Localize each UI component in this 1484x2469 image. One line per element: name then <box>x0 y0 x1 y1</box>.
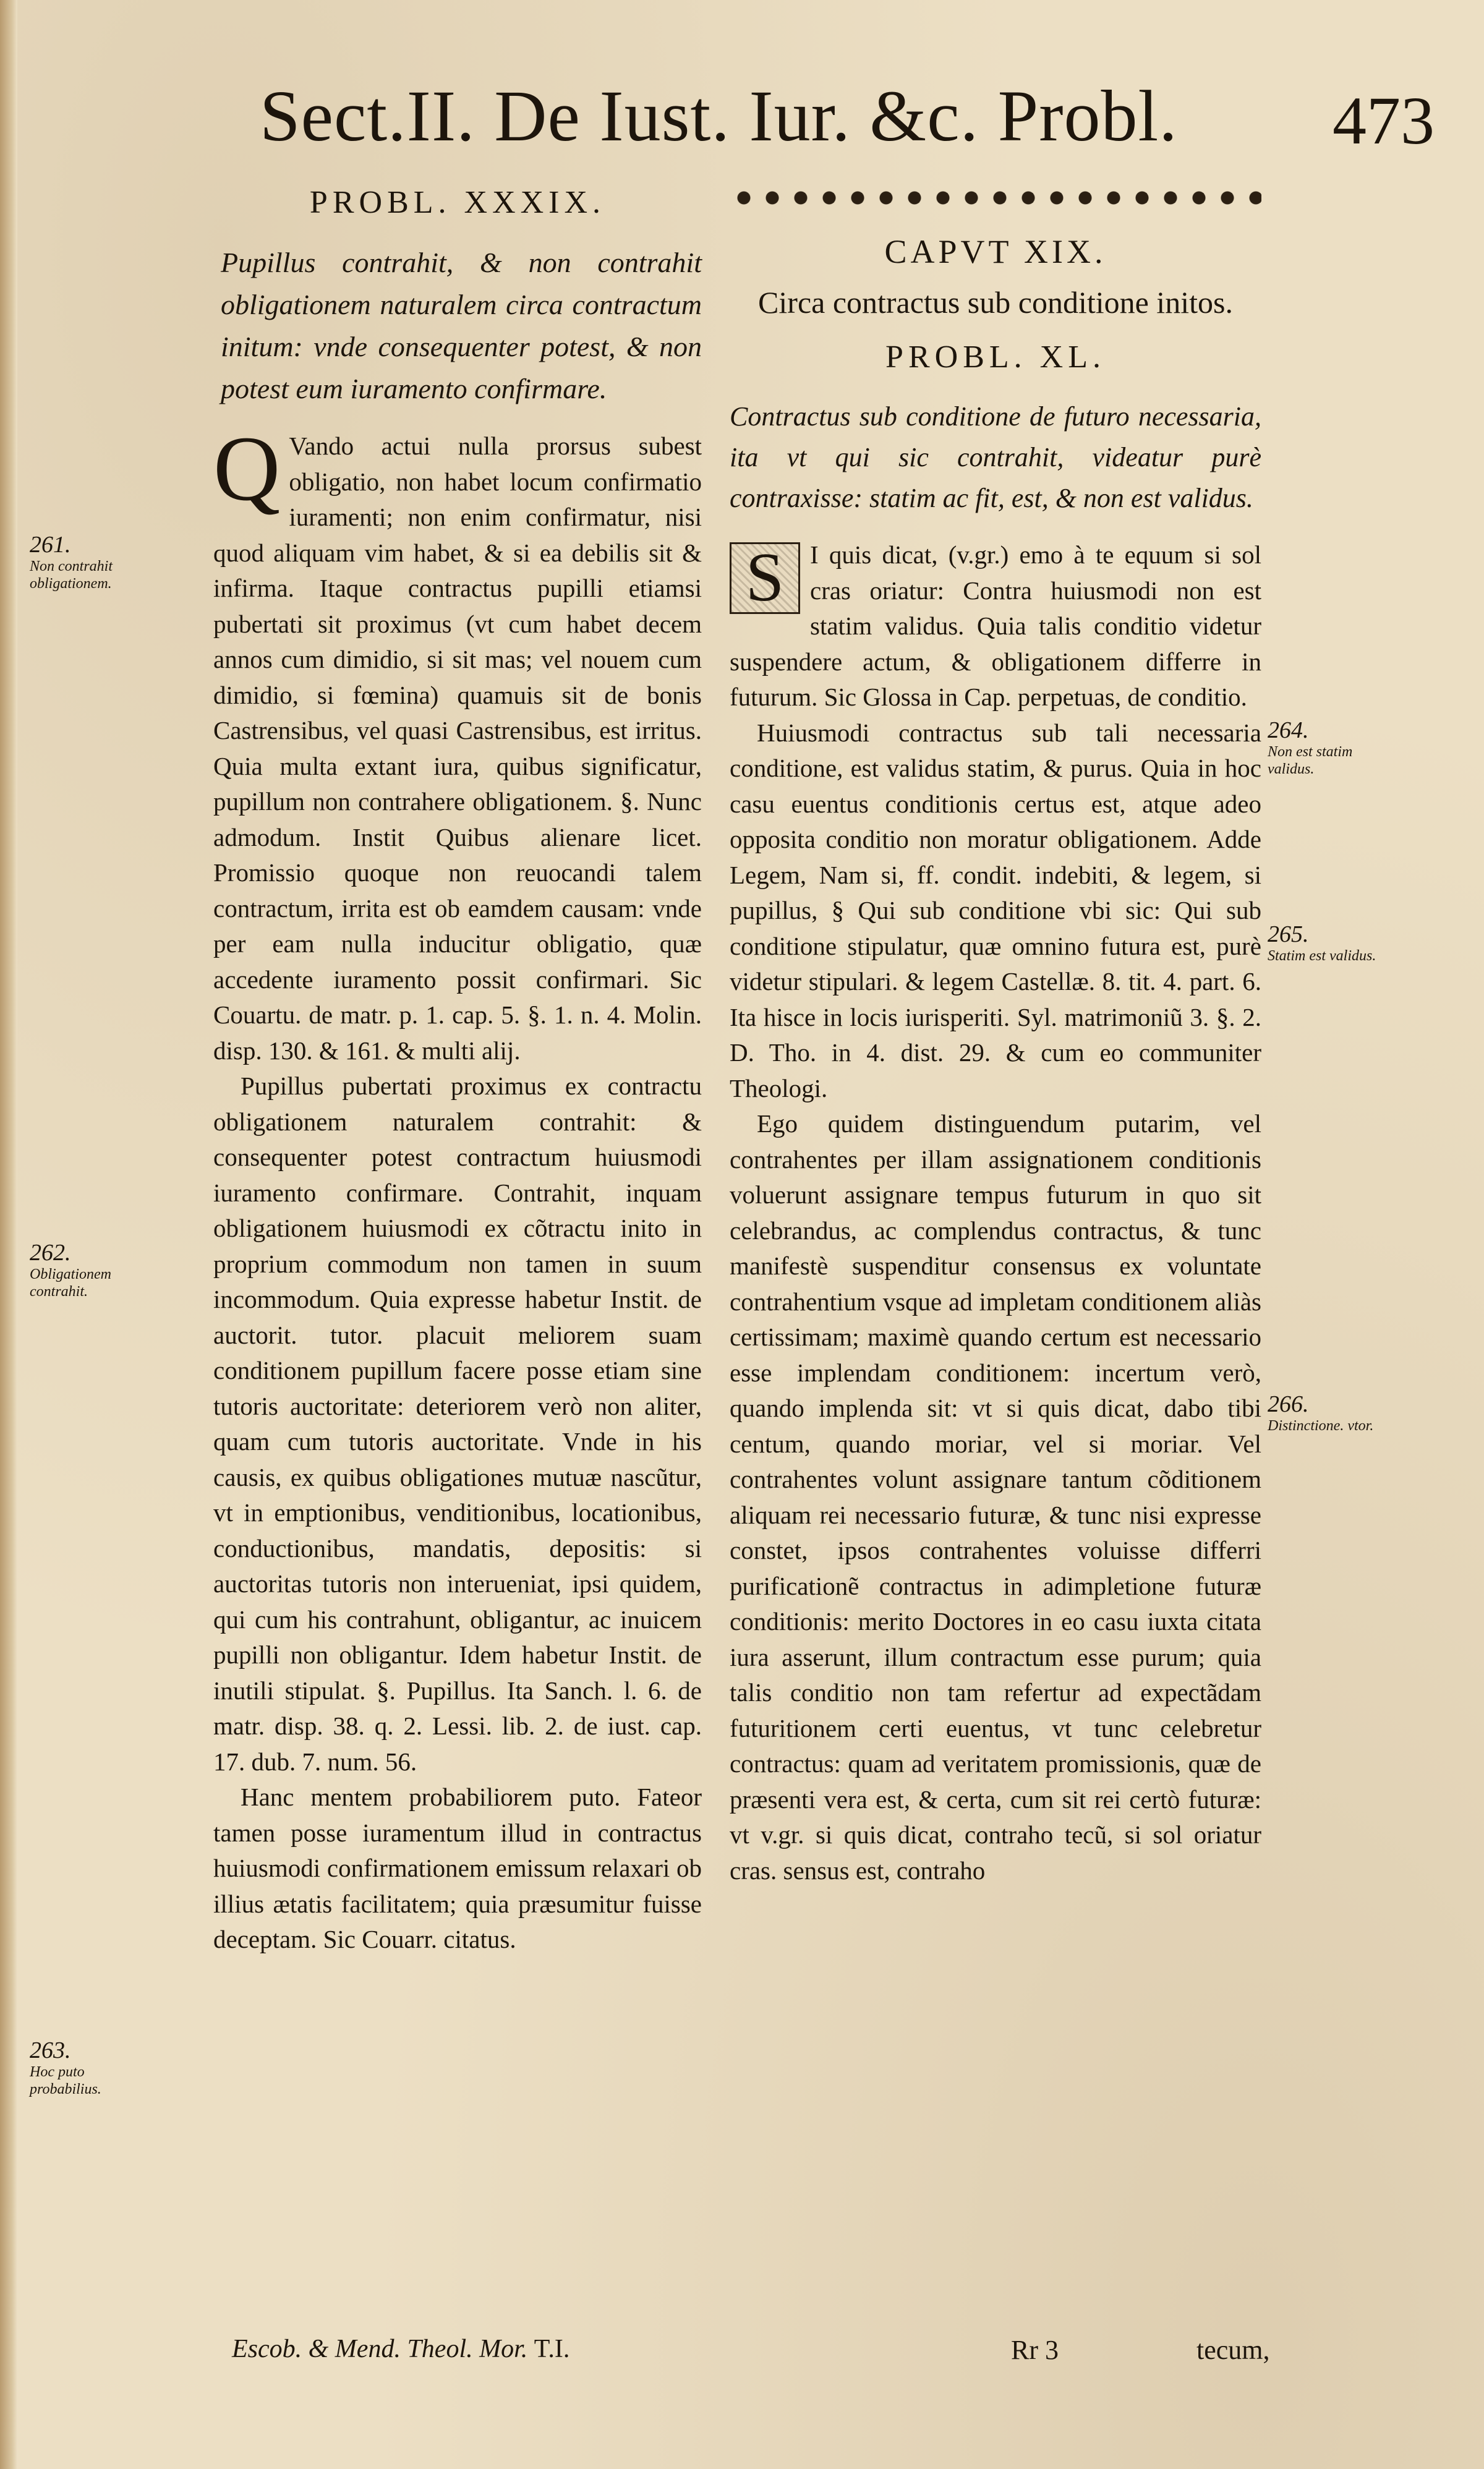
page-number: 473 <box>1333 83 1435 158</box>
problem-heading: PROBL. XXXIX. <box>309 185 606 220</box>
marginal-note <box>30 1240 156 1300</box>
problem-heading: PROBL. XL. <box>885 339 1106 375</box>
paragraph: Ego quidem distinguendum putarim, vel contrahentes per illam assignationem conditionis voluerunt assignare tempus futurum in quo sit celebrandus, ac complendus contractus, & tunc manifestè suspenditur consensus ex voluntate contrahentium vsque ad impletam conditionem aliàs certissimam; maximè quando certum est necessario esse implendam conditionem: incertum verò, quando implenda sit: vt si quis dicat, dabo tibi centum, quando moriar, vel si moriar. Vel contrahentes volunt assignare tantum cõditionem aliquam rei necessario futuræ, & tunc nisi expresse constet, ipsos contrahentes voluisse differri purificationẽ contractus in adimpletione futuræ conditionis: merito Doctores in eo casu iuxta citata iura asserunt, illum contractum esse purum; quia talis conditio non tam refertur ad expectãdam futuritionem certi euentus, vt tunc celebretur contractus: quam ad veritatem promissionis, quæ de præsenti vera est, & certa, cum sit rei certò futuræ: vt v.gr. si quis dicat, contraho tecũ, si sol oriatur cras. sensus est, contraho <box>730 1109 1261 1885</box>
marginal-number: 264. <box>1268 717 1309 743</box>
marginal-number: 263. <box>30 2037 71 2063</box>
paragraph: Pupillus pubertati proximus ex contractu obligationem naturalem contrahit: & consequenter potest contractum huiusmodi iuramento confirmare. Contrahit, inquam obligationem huiusmodi ex cõtractu inito in proprium commodum non tamen in suum incommodum. Quia expresse habetur Instit. de auctorit. tutor. placuit meliorem suam conditionem pupillum facere posse etiam sine tutoris auctoritate: deteriorem verò non aliter, quam cum tutoris auctoritate. Vnde in his causis, ex quibus obligationes mutuæ nascũtur, vt in emptionibus, venditionibus, locationibus, conductionibus, mandatis, depositis: si auctoritas tutoris non interueniat, ipsi quidem, qui cum his contrahunt, obligantur, ac inuicem pupilli non obligantur. Idem habetur Instit. de inutili stipulat. §. Pupillus. Ita Sanch. l. 6. de matr. disp. 38. q. 2. Lessi. lib. 2. de iust. cap. 17. dub. 7. num. 56. <box>213 1072 702 1776</box>
marginal-text: Statim est validus. <box>1268 948 1376 964</box>
running-head: Sect.II. De Iust. Iur. &c. Probl. <box>260 75 1178 156</box>
paragraph-text: Vando actui nulla prorsus subest obligatio, non habet locum confirmatio iuramenti; non enim confirmatur, nisi quod aliquam vim habet, & si ea debilis sit & infirma. Itaque contractus pupilli etiamsi pubertati sit proximus (vt cum habet decem annos cum dimidio, si sit mas; vel nouem cum dimidio, si fœmina) quamuis sit de bonis Castrensibus, vel quasi Castrensibus, est irritus. Quia multa extant iura, quibus significatur, pupillum non contrahere obligationem. §. Nunc admodum. Instit Quibus alienare licet. Promissio quoque non reuocandi talem contractum, irrita est ob eamdem causam: vnde per eam nulla inducitur obligatio, quæ accedente iuramento possit confirmari. Sic Couartu. de matr. p. 1. cap. 5. §. 1. n. 4. Molin. disp. 130. & 161. & multi alij. <box>213 432 702 1065</box>
marginal-text: Obligationem contrahit. <box>30 1266 111 1300</box>
marginal-note <box>30 2037 156 2098</box>
left-column <box>213 173 702 1958</box>
signature-mark: Rr 3 <box>1011 2335 1059 2365</box>
volume-mark: T.I. <box>534 2335 570 2363</box>
right-column <box>730 173 1261 1888</box>
marginal-note <box>1268 921 1397 965</box>
catchword: tecum, <box>1196 2335 1270 2365</box>
chapter-heading: CAPVT XIX. <box>884 233 1107 270</box>
printer-signature-line <box>232 2334 569 2364</box>
paragraph-text: I quis dicat, (v.gr.) emo à te equum si sol cras oriatur: Contra huiusmodi non est statim validus. Quia talis conditio videtur suspendere actum, & obligationem differre in futurum. Sic Glossa in Cap. perpetuas, de conditio. <box>730 540 1261 711</box>
drop-cap: Q <box>213 417 281 520</box>
marginal-note <box>1268 1391 1397 1435</box>
marginal-text: Distinctione. vtor. <box>1268 1418 1374 1434</box>
ornament-band <box>730 182 1261 214</box>
marginal-text: Non contrahit obligationem. <box>30 558 113 592</box>
paragraph: Huiusmodi contractus sub tali necessaria conditione, est validus statim, & purus. Quia in hoc casu euentus conditionis certus est, atque adeo opposita conditio non moratur obligationem. Adde Legem, Nam si, ff. condit. indebiti, & legem, si pupillus, § Qui sub conditione vbi sic: Qui sub conditione stipulatur, quæ omnino futura est, purè videtur stipulari. & legem Castellæ. 8. tit. 4. part. 6. Ita hisce in locis iurisperiti. Syl. matrimoniũ 3. §. 2. D. Tho. in 4. dist. 29. & cum eo communiter Theologi. <box>730 718 1261 1102</box>
marginal-text: Non est statim validus. <box>1268 744 1353 777</box>
drop-cap: S <box>730 542 800 614</box>
signature-line-text: Escob. & Mend. Theol. Mor. <box>232 2335 528 2363</box>
marginal-note <box>30 532 156 592</box>
problem-thesis: Contractus sub conditione de futuro necessaria, ita vt qui sic contrahit, videatur purè contraxisse: statim ac fit, est, & non est validus. <box>730 401 1261 513</box>
marginal-note <box>1268 717 1397 778</box>
marginal-number: 262. <box>30 1240 71 1266</box>
marginal-number: 266. <box>1268 1391 1309 1417</box>
marginal-text: Hoc puto probabilius. <box>30 2064 101 2097</box>
problem-thesis: Pupillus contrahit, & non contrahit obligationem naturalem circa contractum initum: vnde consequenter potest, & non potest eum iuramento confirmare. <box>221 247 702 404</box>
paragraph <box>213 417 702 1068</box>
paragraph <box>730 537 1261 715</box>
chapter-title: Circa contractus sub conditione initos. <box>758 285 1233 320</box>
marginal-number: 265. <box>1268 921 1309 947</box>
paragraph: Hanc mentem probabiliorem puto. Fateor tamen posse iuramentum illud in contractus huiusmodi confirmationem emissum relaxari ob illius ætatis facilitatem; quia præsumitur fuisse deceptam. Sic Couarr. citatus. <box>213 1783 702 1953</box>
page-gutter <box>0 0 17 2469</box>
page-header <box>260 74 1435 167</box>
marginal-number: 261. <box>30 532 71 558</box>
